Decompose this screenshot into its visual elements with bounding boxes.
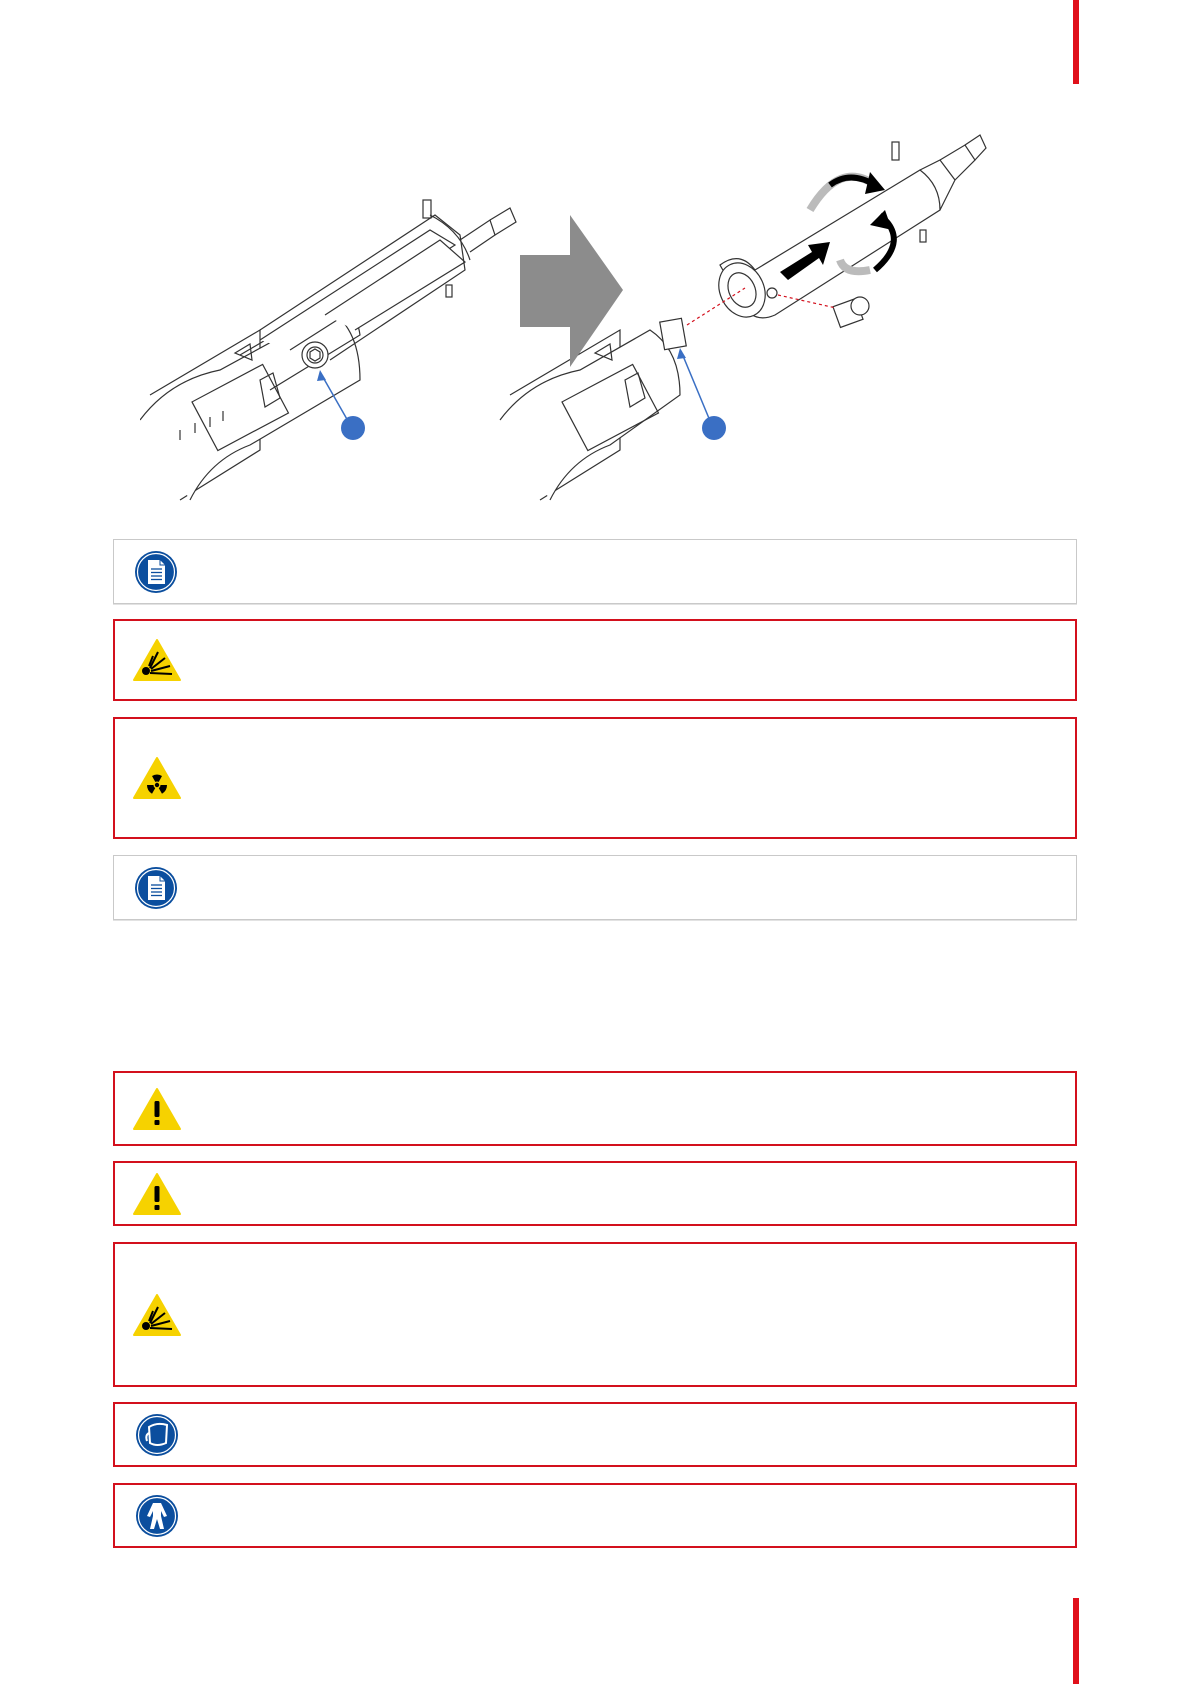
face-shield-icon	[129, 1407, 185, 1463]
warning-box-1	[113, 1071, 1077, 1146]
document-icon	[128, 860, 184, 916]
lamp-removal-illustration	[140, 130, 1090, 510]
warning-icon	[129, 1166, 185, 1222]
page-edge-marker-bottom	[1073, 1598, 1079, 1684]
explosion-hazard-icon	[129, 632, 185, 688]
callout-1	[341, 416, 365, 440]
note-box-1	[113, 539, 1077, 604]
protective-clothing-icon	[129, 1488, 185, 1544]
explosion-hazard-box-1	[113, 619, 1077, 701]
page-edge-marker-top	[1073, 0, 1079, 84]
lamp-assembly-left	[140, 200, 516, 500]
document-icon	[128, 544, 184, 600]
face-shield-box	[113, 1402, 1077, 1467]
warning-icon	[129, 1081, 185, 1137]
explosion-hazard-box-2	[113, 1242, 1077, 1387]
explosion-hazard-icon	[129, 1287, 185, 1343]
radiation-hazard-icon	[129, 750, 185, 806]
radiation-hazard-box	[113, 717, 1077, 839]
note-box-2	[113, 855, 1077, 920]
callout-2	[702, 416, 726, 440]
warning-box-2	[113, 1161, 1077, 1226]
protective-clothing-box	[113, 1483, 1077, 1548]
